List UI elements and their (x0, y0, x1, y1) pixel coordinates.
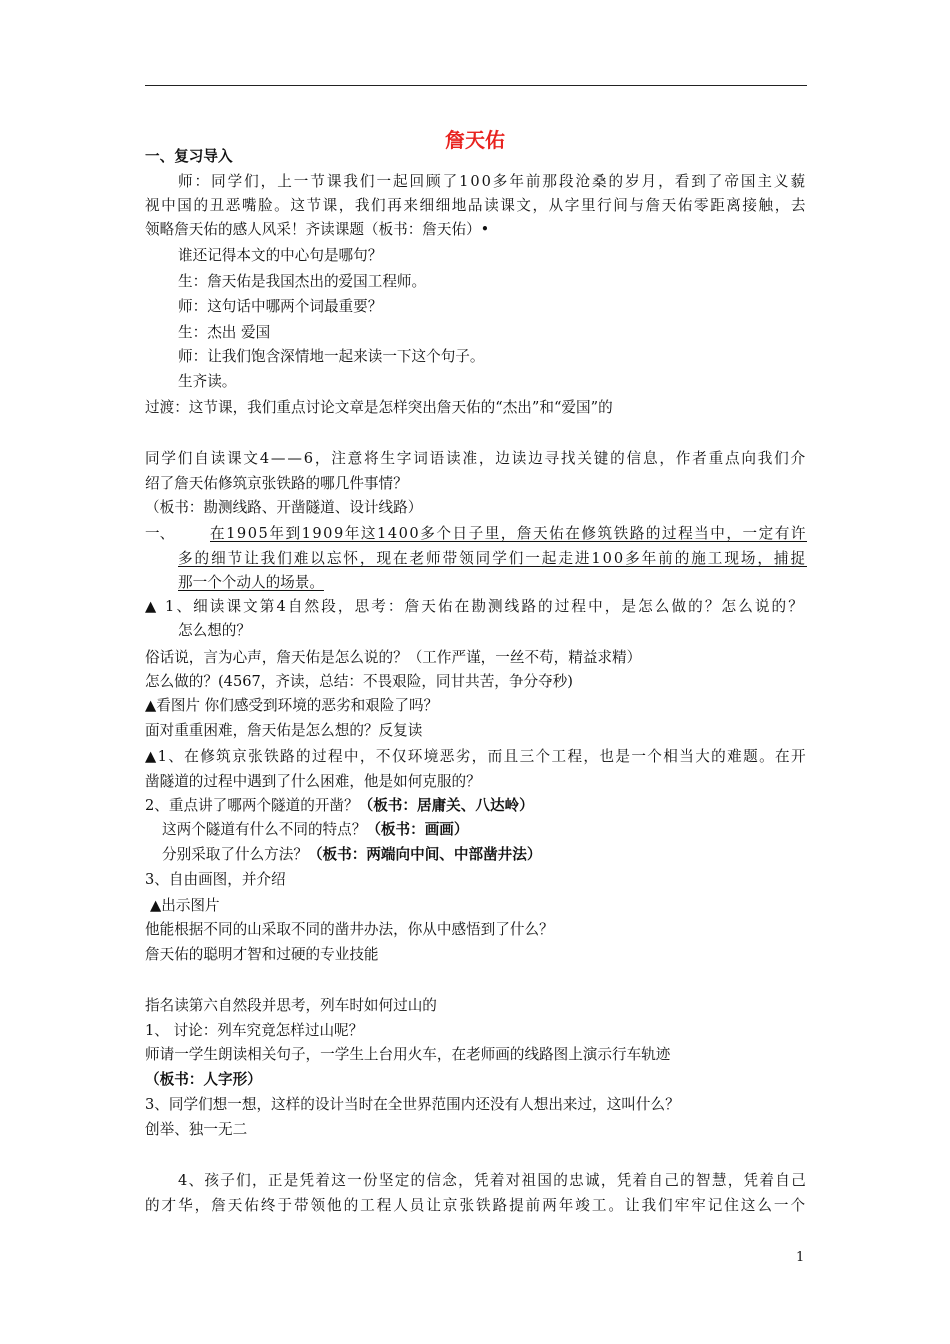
line-text: 同学们自读课文4——6，注意将生字词语读准，边读边寻找关键的信息，作者重点向我们介 (145, 450, 807, 467)
board-note: （板书：居庸关、八达岭） (358, 797, 534, 814)
line-text: 在1905年到1909年这1400多个日子里，詹天佑在修筑铁路的过程当中，一定有许 (210, 525, 807, 542)
line-text: 3、同学们想一想，这样的设计当时在全世界范围内还没有人想出来过，这叫什么？ (145, 1096, 680, 1113)
text-line (178, 324, 270, 342)
line-text: 谁还记得本文的中心句是哪句？ (178, 247, 383, 264)
text-line (145, 773, 481, 791)
line-text: （板书：勘测线路、开凿隧道、设计线路） (145, 499, 423, 516)
text-line (145, 1121, 247, 1139)
text-line (178, 173, 807, 191)
text-line (178, 574, 324, 592)
text-line (178, 247, 382, 265)
text-line (178, 373, 236, 391)
text-line (145, 1071, 262, 1089)
text-line (178, 1172, 807, 1190)
text-line (145, 871, 286, 889)
text-line (210, 525, 807, 543)
line-text: 凿隧道的过程中遇到了什么困难，他是如何克服的？ (145, 773, 481, 790)
line-text: 怎么做的？(4567，齐读，总结：不畏艰险，同甘共苦，争分夺秒) (145, 673, 573, 690)
line-text: ▲看图片 你们感受到环境的恶劣和艰险了吗？ (145, 697, 439, 714)
text-line (145, 1197, 807, 1215)
line-text: 的才华，詹天佑终于带领他的工程人员让京张铁路提前两年竣工。让我们牢牢记住这么一个 (145, 1197, 807, 1214)
header-rule (145, 85, 807, 86)
line-text: ▲ 1、细读课文第4自然段，思考：詹天佑在勘测线路的过程中，是怎么做的？怎么说的？ (145, 598, 805, 615)
line-text: ▲1、在修筑京张铁路的过程中，不仅环境恶劣，而且三个工程，也是一个相当大的难题。在开 (145, 748, 807, 765)
text-line (162, 846, 541, 864)
line-text: 师：同学们，上一节课我们一起回顾了100多年前那段沧桑的岁月，看到了帝国主义藐 (178, 173, 807, 190)
document-title: 詹天佑 (445, 128, 505, 152)
text-line (145, 797, 534, 815)
text-line (145, 475, 408, 493)
text-line (178, 348, 484, 366)
line-text: 过渡：这节课，我们重点讨论文章是怎样突出詹天佑的“杰出”和“爱国”的 (145, 399, 613, 416)
text-line (145, 525, 174, 543)
text-line (178, 622, 251, 640)
text-line (145, 997, 437, 1015)
line-text: 3、自由画图，并介绍 (145, 871, 286, 888)
line-text: 生：詹天佑是我国杰出的爱国工程师。 (178, 273, 427, 290)
line-text: 4、孩子们，正是凭着这一份坚定的信念，凭着对祖国的忠诚，凭着自己的智慧，凭着自己 (178, 1172, 807, 1189)
line-text: 分别采取了什么方法？ (162, 846, 308, 863)
board-note: （板书：画画） (366, 821, 469, 838)
line-text: 多的细节让我们难以忘怀，现在老师带领同学们一起走进100多年前的施工现场，捕捉 (178, 550, 807, 567)
line-text: 生：杰出 爱国 (178, 324, 271, 341)
line-text: 师请一学生朗读相关句子，一学生上台用火车，在老师画的线路图上演示行车轨迹 (145, 1046, 671, 1063)
board-note: （板书：两端向中间、中部凿井法） (307, 846, 542, 863)
text-line (162, 821, 469, 839)
line-text: ▲出示图片 (150, 897, 220, 914)
line-text: 怎么想的？ (178, 622, 251, 639)
text-line (145, 1096, 680, 1114)
line-text: 视中国的丑恶嘴脸。这节课，我们再来细细地品读课文，从字里行间与詹天佑零距离接触，去 (145, 197, 807, 214)
line-text: 生齐读。 (178, 373, 237, 390)
line-text: 师：让我们饱含深情地一起来读一下这个句子。 (178, 348, 485, 365)
text-line (145, 450, 807, 468)
line-text: 师：这句话中哪两个词最重要？ (178, 298, 383, 315)
page-number: 1 (796, 1250, 805, 1265)
text-line (145, 499, 422, 517)
text-line (145, 722, 422, 740)
text-line (150, 897, 220, 915)
text-line (145, 1022, 363, 1040)
text-line (145, 748, 807, 766)
line-text: 指名读第六自然段并思考，列车时如何过山的 (145, 997, 437, 1014)
text-line (145, 598, 805, 616)
line-text: 一、复习导入 (145, 148, 233, 165)
line-text: 面对重重困难，詹天佑是怎么想的？反复读 (145, 722, 423, 739)
text-line (145, 221, 489, 239)
line-text: 绍了詹天佑修筑京张铁路的哪几件事情？ (145, 475, 408, 492)
text-line (145, 673, 573, 691)
text-line (178, 273, 426, 291)
text-line (145, 649, 641, 667)
text-line (145, 197, 807, 215)
line-text: 那一个个动人的场景。 (178, 574, 324, 591)
text-line (178, 298, 382, 316)
text-line (145, 1046, 670, 1064)
line-text: 俗话说，言为心声，詹天佑是怎么说的？（工作严谨，一丝不苟，精益求精） (145, 649, 642, 666)
line-text: （板书：人字形） (145, 1071, 262, 1088)
line-text: 1、 讨论：列车究竟怎样过山呢？ (145, 1022, 364, 1039)
line-text: 他能根据不同的山采取不同的凿井办法，你从中感悟到了什么？ (145, 921, 554, 938)
line-text: 这两个隧道有什么不同的特点？ (162, 821, 367, 838)
line-text: 詹天佑的聪明才智和过硬的专业技能 (145, 946, 379, 963)
text-line (145, 921, 554, 939)
text-line (145, 946, 379, 964)
line-text: 领略詹天佑的感人风采！齐读课题（板书：詹天佑）• (145, 221, 490, 238)
text-line (145, 148, 233, 166)
line-text: 创举、独一无二 (145, 1121, 248, 1138)
line-text: 一、 (145, 525, 175, 542)
text-line (178, 550, 807, 568)
text-line (145, 399, 613, 417)
line-text: 2、重点讲了哪两个隧道的开凿？ (145, 797, 359, 814)
text-line (145, 697, 438, 715)
